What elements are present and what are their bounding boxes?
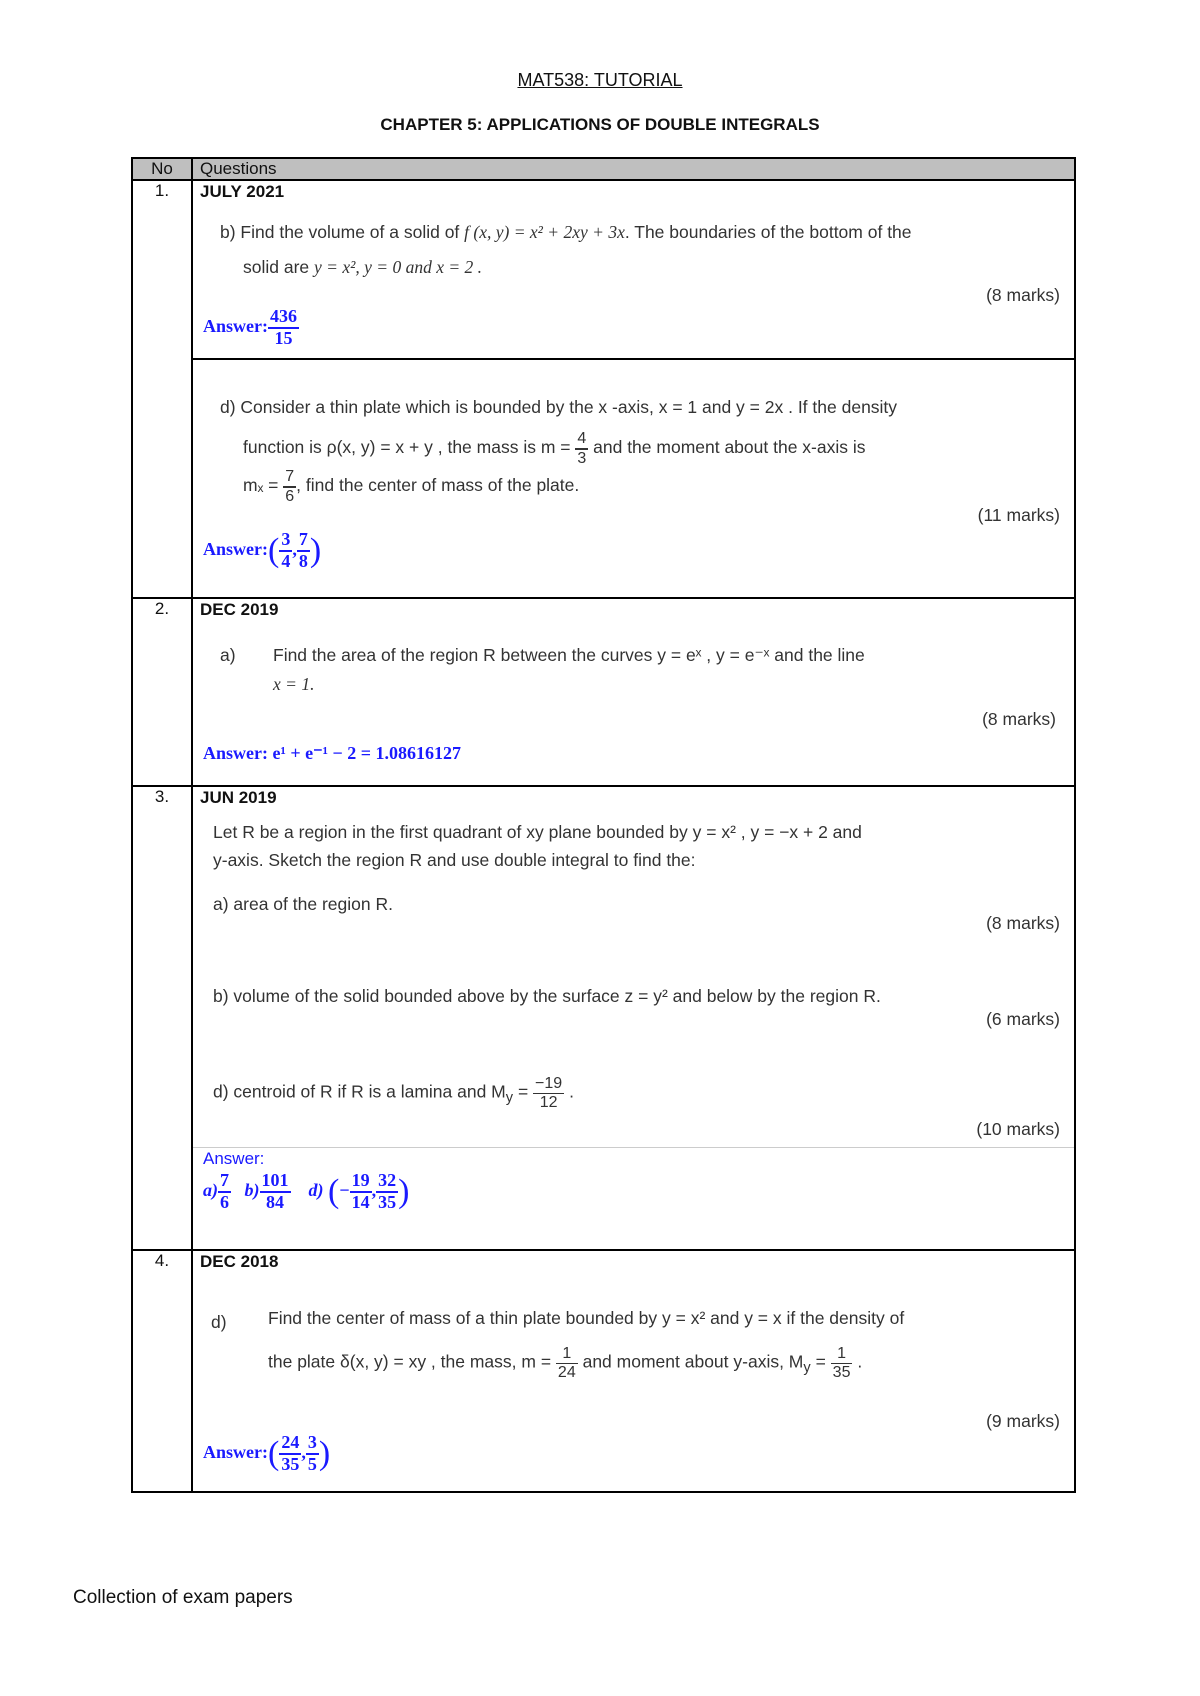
marks: (6 marks): [986, 1009, 1060, 1029]
q3-intro-line1: Let R be a region in the first quadrant of xy plane bounded by y = x² , y = −x + 2 and: [213, 822, 862, 842]
question-cell: [192, 180, 1075, 359]
q3-part-a: a) area of the region R.: [213, 894, 393, 914]
table-header-row: [132, 158, 1075, 180]
marks: (8 marks): [986, 913, 1060, 933]
answer: a) $\frac{7}{6}$ b) $\frac{101}{84}$ d) (− $\frac{19}{14}$ , $\frac{32}{35}$ ): [203, 1170, 410, 1212]
q4d-line2: the plate δ(x, y) = xy , the mass, m = $\frac{1}{24}$ and moment about y-axis, $M_y$ = $\frac{1}{35}$ .: [268, 1345, 863, 1381]
q4d-label: d): [211, 1312, 227, 1332]
col-no-header: No: [132, 158, 192, 180]
marks: (11 marks): [977, 505, 1060, 525]
course-title: MAT538: TUTORIAL: [517, 70, 683, 90]
answer: Answer:( $\frac{3}{4}$ , $\frac{7}{8}$ ): [203, 529, 322, 571]
table-row: [132, 180, 1075, 359]
q3-part-b: b) volume of the solid bounded above by the surface z = y² and below by the region R.: [213, 986, 881, 1006]
q1b-line2: solid are y = x², y = 0 and x = 2 .: [243, 257, 483, 277]
q3-part-d: d) centroid of R if R is a lamina and $M_y$ = $\frac{-19}{12}$ .: [213, 1075, 574, 1111]
marks: (8 marks): [986, 285, 1060, 305]
table-row: [132, 1250, 1075, 1492]
q1d-line1: d) Consider a thin plate which is bounded by the x -axis, x = 1 and y = 2x . If the density: [220, 397, 898, 417]
question-cell: [192, 598, 1075, 786]
footer-text: Collection of exam papers: [73, 1587, 293, 1608]
session-label: DEC 2018: [200, 1252, 279, 1271]
table-row: [132, 786, 1075, 1250]
row-number: 2.: [132, 598, 192, 786]
divider: [193, 1147, 1074, 1148]
marks: (10 marks): [976, 1119, 1060, 1139]
table-row: [132, 598, 1075, 786]
q1d-line3: mₓ = $\frac{7}{6}$ , find the center of mass of the plate.: [243, 468, 580, 505]
answer: Answer:( $\frac{24}{35}$ , $\frac{3}{5}$ ): [203, 1432, 331, 1474]
q2a-line2: x = 1.: [273, 674, 315, 694]
marks: (9 marks): [986, 1411, 1060, 1431]
question-cell: [192, 359, 1075, 598]
answer: Answer: e¹ + e⁻¹ − 2 = 1.08616127: [203, 743, 462, 763]
question-cell: [192, 786, 1075, 1250]
row-number: 3.: [132, 786, 192, 1250]
question-cell: [192, 1250, 1075, 1492]
session-label: DEC 2019: [200, 600, 279, 619]
q2a-label: a): [220, 645, 236, 665]
questions-table: [131, 157, 1076, 1493]
table-row: [132, 359, 1075, 598]
col-questions-header: Questions: [192, 158, 1075, 180]
q3-intro-line2: y-axis. Sketch the region R and use double integral to find the:: [213, 850, 696, 870]
q1d-line2: function is ρ(x, y) = x + y , the mass is m = $\frac{4}{3}$ and the moment about the x-axis is: [243, 430, 866, 467]
q1b-line1: b) Find the volume of a solid of f (x, y) = x² + 2xy + 3x. The boundaries of the bottom of the: [220, 222, 912, 242]
marks: (8 marks): [982, 709, 1056, 729]
row-number: 1.: [132, 180, 192, 598]
q2a-line1: Find the area of the region R between the curves y = eˣ , y = e⁻ˣ and the line: [273, 645, 865, 665]
answer-label: Answer:: [203, 1149, 265, 1168]
session-label: JULY 2021: [200, 182, 285, 201]
q4d-line1: Find the center of mass of a thin plate bounded by y = x² and y = x if the density of: [268, 1308, 905, 1328]
session-label: JUN 2019: [200, 788, 277, 807]
answer: Answer: $\frac{436}{15}$: [203, 306, 297, 348]
row-number: 4.: [132, 1250, 192, 1492]
chapter-title: CHAPTER 5: APPLICATIONS OF DOUBLE INTEGRALS: [380, 115, 820, 134]
